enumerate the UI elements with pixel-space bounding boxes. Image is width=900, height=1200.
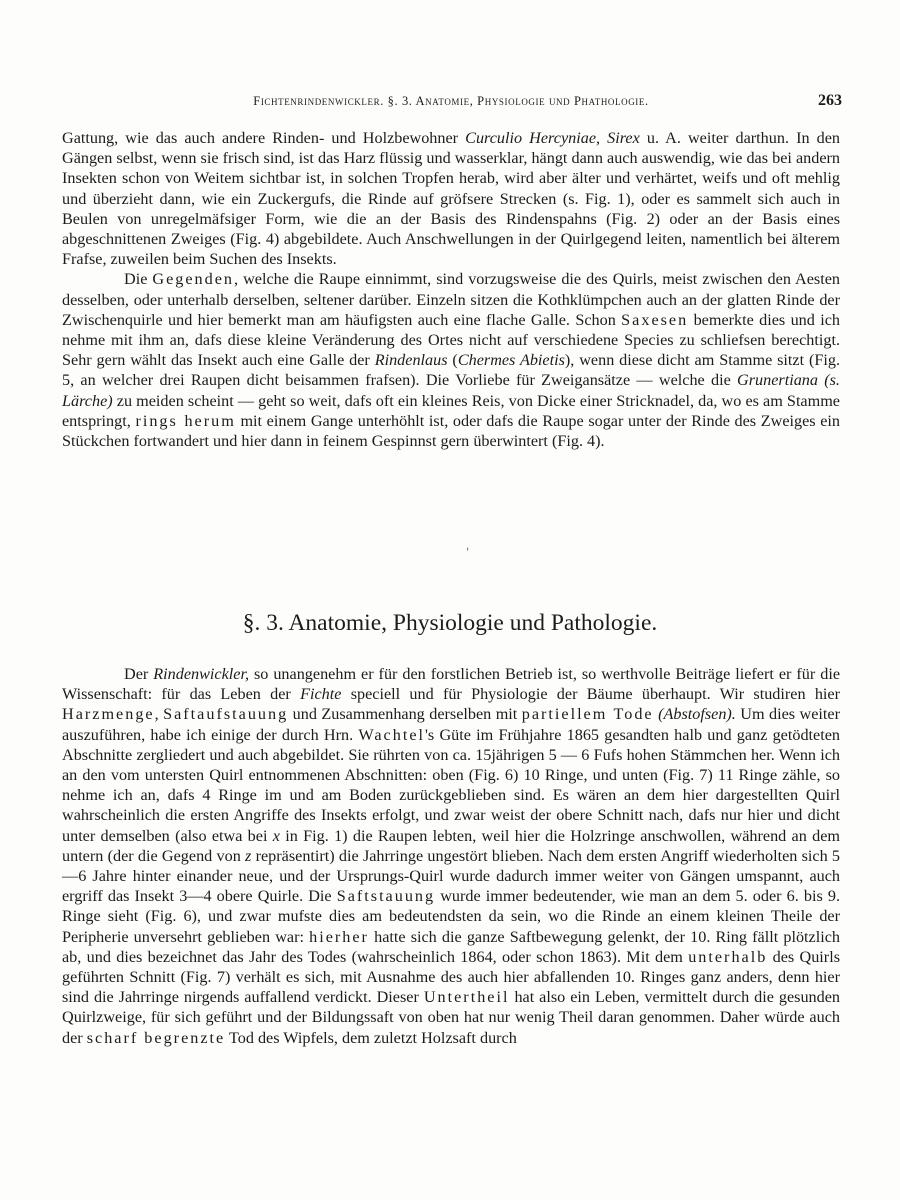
stray-mark: ˈ <box>466 546 470 560</box>
text-run: Gattung, wie das auch andere Rinden- und Holzbewohner <box>62 129 466 147</box>
text-run: speciell und für Physiologie der Bäume überhaupt. Wir studiren hier <box>341 685 840 704</box>
text-block-continuation <box>62 128 840 451</box>
text-run: ), wenn diese dicht am Stamme sitzt (Fig. 5, an welcher drei Raupen dicht beisammen frafsen). Die Vorliebe für Zweigansätze — welche die <box>62 351 841 390</box>
text-run: bemerkte dies und ich nehme mit ihm an, dafs diese kleine Veränderung des Ortes nicht auf verschiedene Species zu schliefsen berechtigt. Sehr gern wählt das Insekt auch eine Galle der <box>62 310 841 370</box>
spaced-run: Saxesen <box>621 310 689 329</box>
text-run: so unangenehm er für den forstlichen Betrieb ist, so werthvolle Beiträge liefert er für die Wissenschaft: für das Leben der <box>62 665 841 704</box>
italic-run: Chermes Abietis <box>457 351 565 370</box>
text-run: in Fig. 1) die Raupen lebten, weil hier die Holzringe anschwollen, während an dem untern (der die Gegend von <box>62 826 840 865</box>
spaced-run: Saftaufstauung <box>163 705 289 724</box>
italic-run: (Abstofsen). <box>658 705 736 724</box>
italic-run: Fichte <box>300 685 342 704</box>
spaced-run: Saftstauung <box>336 887 436 906</box>
spaced-run: rings herum <box>135 411 236 430</box>
text-run: Die <box>124 270 153 289</box>
italic-run: x <box>272 826 280 845</box>
spaced-run: unterhalb <box>688 947 768 966</box>
text-run: ( <box>447 351 458 370</box>
text-run: des Quirls geführten Schnitt (Fig. 7) verhält es sich, mit Ausnahme des auch hier abfallenden 10. Ringes ganz anders, denn hier sind die Jahrringe nirgends auffallend verdickt. Dieser <box>62 947 840 1007</box>
text-run: u. A. weiter darthun. In den Gängen selbst, wenn sie frisch sind, ist das Harz flüssig und wasserklar, hängt dann auch auswendig, wie das bei andern Insekten schon von Weitem sichtbar ist, in solchen Tropfen herab, wird aber älter und verhärtet, weifs und oft mehlig und überzieht dann, wie ein Zuckergufs, die Rinde auf gröfsere Strecken (s. Fig. 1), oder es sammelt sich auch in Beulen von unregelmäfsiger Form, wie die an der Basis des Rindenspahns (Fig. 2) oder an der Basis eines abgeschnittenen Zweiges (Fig. 4) abgebildete. Auch Anschwellungen in der Quirlgegend leiten, namentlich bei älterem Frafse, zuweilen beim Suchen des Insekts. <box>62 129 841 269</box>
text-run: wurde immer bedeutender, wie man an dem 5. oder 6. bis 9. Ringe sieht (Fig. 6), und zwar mufste dies am bedeutendsten da sein, wo die Rinde an einem kleinen Theile der Peripherie unversehrt geblieben war: <box>62 887 840 946</box>
spaced-run: hierher <box>309 927 369 946</box>
text-block-section-3 <box>62 664 840 1048</box>
text-run: mit einem Gange unterhöhlt ist, oder dafs die Raupe sogar unter der Rinde des Zweiges ein Stückchen fortwandert und hier dann in feinem Gespinnst gern überwintert (Fig. 4). <box>62 411 840 451</box>
spaced-run: Wachtel <box>358 725 426 744</box>
text-run: Um dies weiter auszuführen, habe ich einige der durch Hrn. <box>62 705 840 744</box>
text-run: repräsentirt) die Jahrringe ungestört blieben. Nach dem ersten Angriff wiederholten sich 5—6 Jahre hinter einander neue, und der Ursprungs-Quirl wurde dadurch immer weiter von Gängen umspannt, auch ergriff das Insekt 3—4 obere Quirle. Die <box>62 846 840 906</box>
italic-run: Grunertiana (s. Lärche) <box>62 371 840 410</box>
running-head <box>60 94 842 118</box>
italic-run: Curculio Hercyniae, Sirex <box>465 129 640 147</box>
text-run: zu meiden scheint — geht so weit, dafs oft ein kleines Reis, von Dicke einer Stricknadel, da, wo es am Stamme entspringt, <box>62 391 840 430</box>
italic-run: z <box>245 846 252 865</box>
spaced-run: Gegenden <box>152 270 235 289</box>
paragraph <box>62 128 840 269</box>
text-run: hat also ein Leben, vermittelt durch die gesunden Quirlzweige, für sich geführt und der Bildungssaft von oben hat nur wenig Theil daran genommen. Daher würde auch der <box>62 988 841 1047</box>
paragraph <box>62 664 840 1048</box>
spaced-run: scharf begrenzte <box>86 1028 226 1047</box>
text-run: Tod des Wipfels, dem zuletzt Holzsaft durch <box>225 1028 517 1047</box>
running-head-title: Fichtenrindenwickler. §. 3. Anatomie, Physiologie und Phathologie. <box>253 94 649 108</box>
text-run: 's Güte im Frühjahre 1865 gesandten halb und ganz getödteten Abschnitte zergliedert und auch abgebildet. Sie rührten von ca. 15jährigen 5 — 6 Fufs hohen Stämmchen her. Wenn ich an den vom untersten Quirl entnommenen Abschnitten: oben (Fig. 6) 10 Ringe, und unten (Fig. 7) 11 Ringe zähle, so nehme ich an, dafs 4 Ringe im und am Boden zurückgeblieben sind. Es wären an dem hier dargestellten Quirl wahrscheinlich die ersten Angriffe des Insekts erfolgt, und zwar weist der obere Schnitt nach, dafs nur hier und dicht unter demselben (also etwa bei <box>62 725 840 845</box>
section-heading: §. 3. Anatomie, Physiologie und Pathologie. <box>242 610 658 636</box>
text-run: und Zusammenhang derselben mit <box>288 705 522 724</box>
text-run: , welche die Raupe einnimmt, sind vorzugsweise die des Quirls, meist zwischen den Aesten desselben, oder unterhalb derselben, seltener darüber. Einzeln sitzen die Kothklümpchen auch an der glatten Rinde der Zwischenquirle und hier bemerkt man am häufigsten auch eine flache Galle. Schon <box>62 270 840 329</box>
italic-run: Rindenwickler, <box>153 665 249 683</box>
text-run: hatte sich die ganze Saftbewegung gelenkt, der 10. Ring fällt plötzlich ab, und dies bezeichnet das Jahr des Todes (wahrscheinlich 1864, oder schon 1863). Mit dem <box>62 927 840 966</box>
spaced-run: Harzmenge <box>62 705 155 724</box>
text-run: , <box>154 705 164 724</box>
italic-run: Rindenlaus <box>374 351 448 370</box>
page-number: 263 <box>818 92 842 109</box>
spaced-run: partiellem Tode <box>521 705 654 724</box>
spaced-run: Untertheil <box>423 988 510 1007</box>
text-run: Der <box>124 665 154 683</box>
paragraph <box>62 269 840 451</box>
